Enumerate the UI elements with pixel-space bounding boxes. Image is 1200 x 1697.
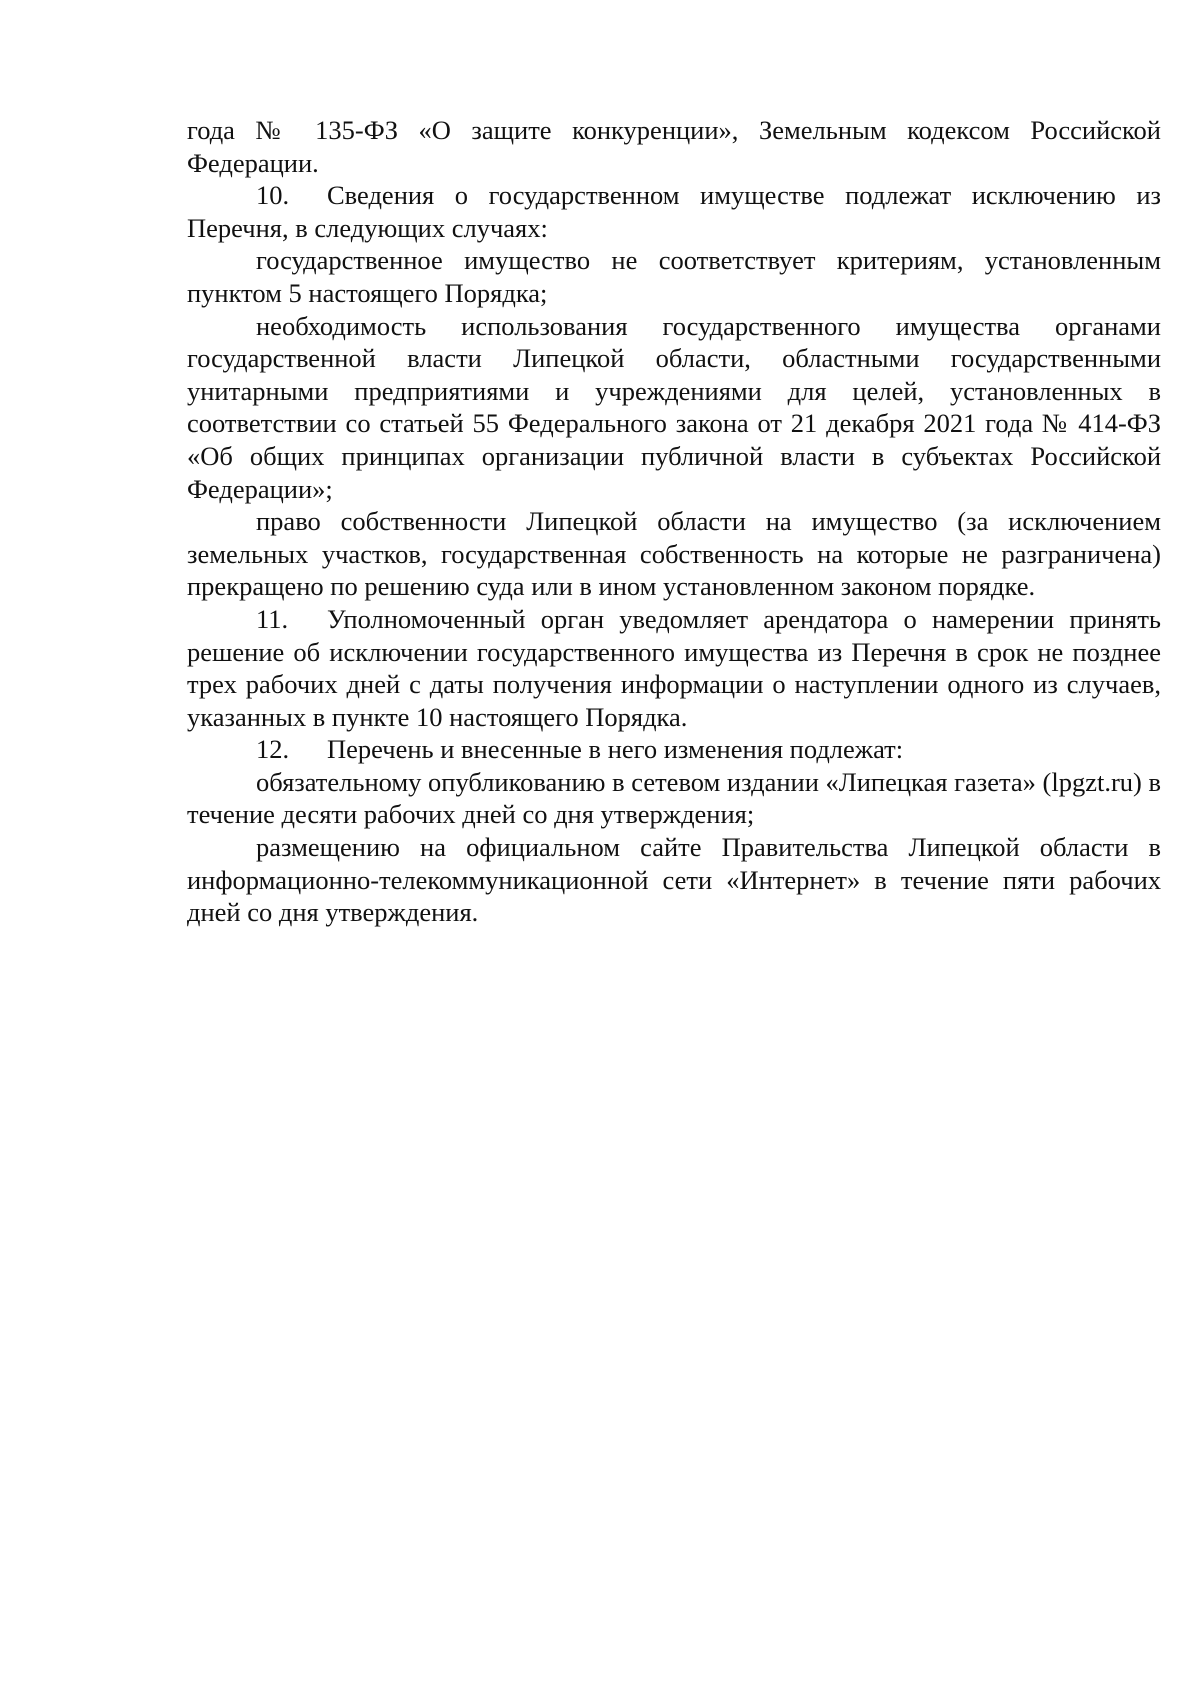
paragraph-text: Сведения о государственном имуществе подлежат исключению из Перечня, в следующих случаях:	[187, 180, 1161, 243]
paragraph-ownership-terminated	[187, 505, 1161, 603]
paragraph-item-10	[187, 179, 1161, 244]
item-number: 12.	[256, 734, 290, 765]
paragraph-text: Уполномоченный орган уведомляет арендатора о намерении принять решение об исключении государственного имущества из Перечня в срок не позднее трех рабочих дней с даты получения информации о наступлении одного из случаев, указанных в пункте 10 настоящего Порядка.	[187, 603, 1161, 732]
paragraph-criteria-mismatch	[187, 244, 1161, 309]
paragraph-text: государственное имущество не соответствует критериям, установленным пунктом 5 настоящего Порядка;	[187, 245, 1161, 308]
paragraph-text: размещению на официальном сайте Правительства Липецкой области в информационно-телекоммуникационной сети «Интернет» в течение пяти рабочих дней со дня утверждения.	[187, 832, 1161, 928]
item-number: 11.	[256, 603, 289, 634]
paragraph-continuation	[187, 114, 1161, 179]
paragraph-publication	[187, 766, 1161, 831]
item-number: 10.	[256, 180, 290, 211]
paragraph-text: право собственности Липецкой области на имущество (за исключением земельных участков, государственная собственность на которые не разграничена) прекращено по решению суда или в ином установленном законом порядке.	[187, 506, 1161, 602]
paragraph-item-11	[187, 603, 1161, 733]
paragraph-text: обязательному опубликованию в сетевом издании «Липецкая газета» (lpgzt.ru) в течение десяти рабочих дней со дня утверждения;	[187, 766, 1161, 830]
paragraph-item-12	[187, 733, 1161, 766]
paragraph-text: Перечень и внесенные в него изменения подлежат:	[327, 734, 904, 765]
paragraph-text: года № 135-ФЗ «О защите конкуренции», Земельным кодексом Российской Федерации.	[187, 115, 1161, 178]
paragraph-website-placement	[187, 831, 1161, 929]
document-body	[187, 114, 1161, 929]
paragraph-text: необходимость использования государственного имущества органами государственной власти Липецкой области, областными государственными унитарными предприятиями и учреждениями для целей, установленных в соответствии со статьей 55 Федерального закона от 21 декабря 2021 года № 414-ФЗ «Об общих принципах организации публичной власти в субъектах Российской Федерации»;	[187, 310, 1161, 504]
paragraph-state-use-need	[187, 310, 1161, 506]
